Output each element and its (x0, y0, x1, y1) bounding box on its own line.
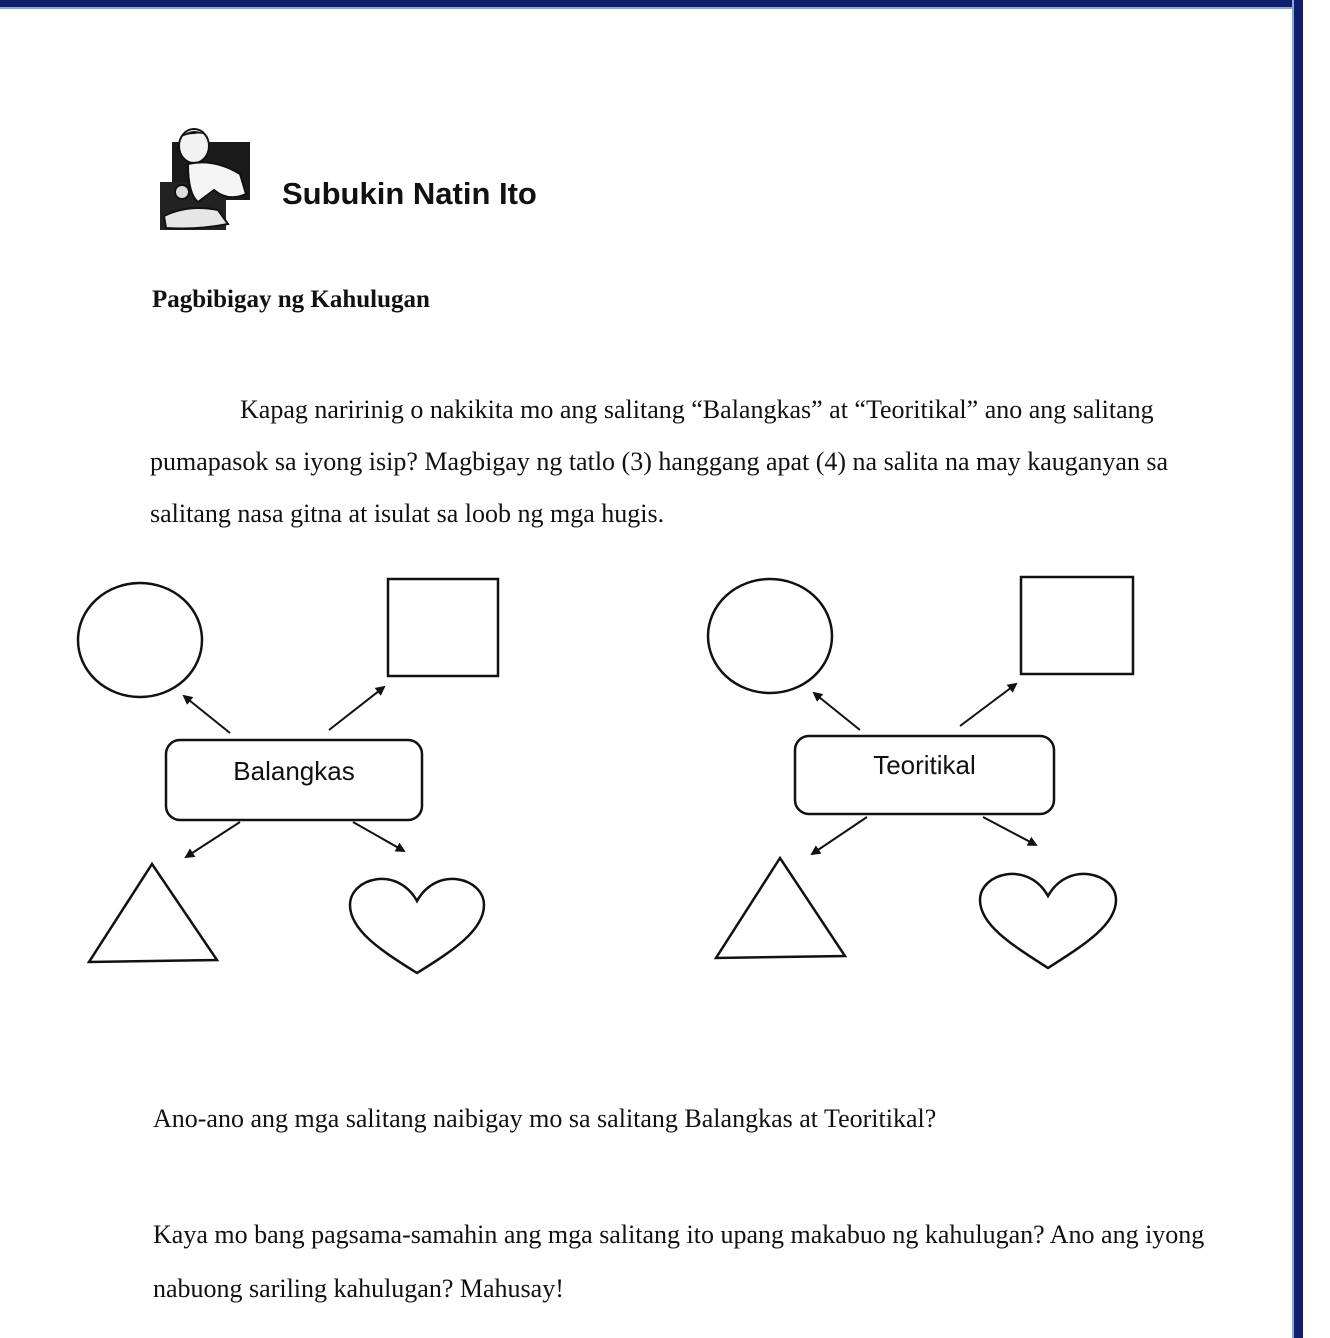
square-shape (388, 579, 498, 676)
question-2: Kaya mo bang pagsama-samahin ang mga salitang ito upang makabuo ng kahulugan? Ano ang iyong nabuong sariling kahulugan? Mahusay! (153, 1220, 1205, 1303)
question-1: Ano-ano ang mga salitang naibigay mo sa salitang Balangkas at Teoritikal? (153, 1104, 937, 1133)
page-border-right (1292, 0, 1303, 1338)
activity-heading: Pagbibigay ng Kahulugan (152, 286, 430, 313)
page-margin (1303, 0, 1330, 1338)
page-border-top (0, 0, 1300, 9)
circle-shape (708, 579, 832, 693)
word-web-teoritikal (690, 560, 1160, 990)
instructions-text: Kapag naririnig o nakikita mo ang salitang “Balangkas” at “Teoritikal” ano ang salitang pumapasok sa iyong isip? Magbigay ng tatlo (3) hanggang apat (4) na salita na may kauganyan sa salitang nasa gitna at isulat sa loob ng mga hugis. (150, 395, 1169, 528)
circle-shape (78, 583, 202, 697)
section-title: Subukin Natin Ito (282, 176, 537, 211)
section-header (158, 124, 608, 234)
heart-shape (350, 879, 484, 973)
center-word-balangkas: Balangkas (233, 756, 355, 786)
center-word-teoritikal: Teoritikal (873, 750, 976, 780)
word-web-balangkas (60, 560, 530, 990)
square-shape (1021, 577, 1133, 674)
triangle-shape (89, 864, 217, 962)
triangle-shape (716, 858, 845, 958)
instructions-paragraph (150, 384, 1190, 540)
heart-shape (980, 874, 1116, 968)
child-reading-icon (158, 124, 254, 234)
